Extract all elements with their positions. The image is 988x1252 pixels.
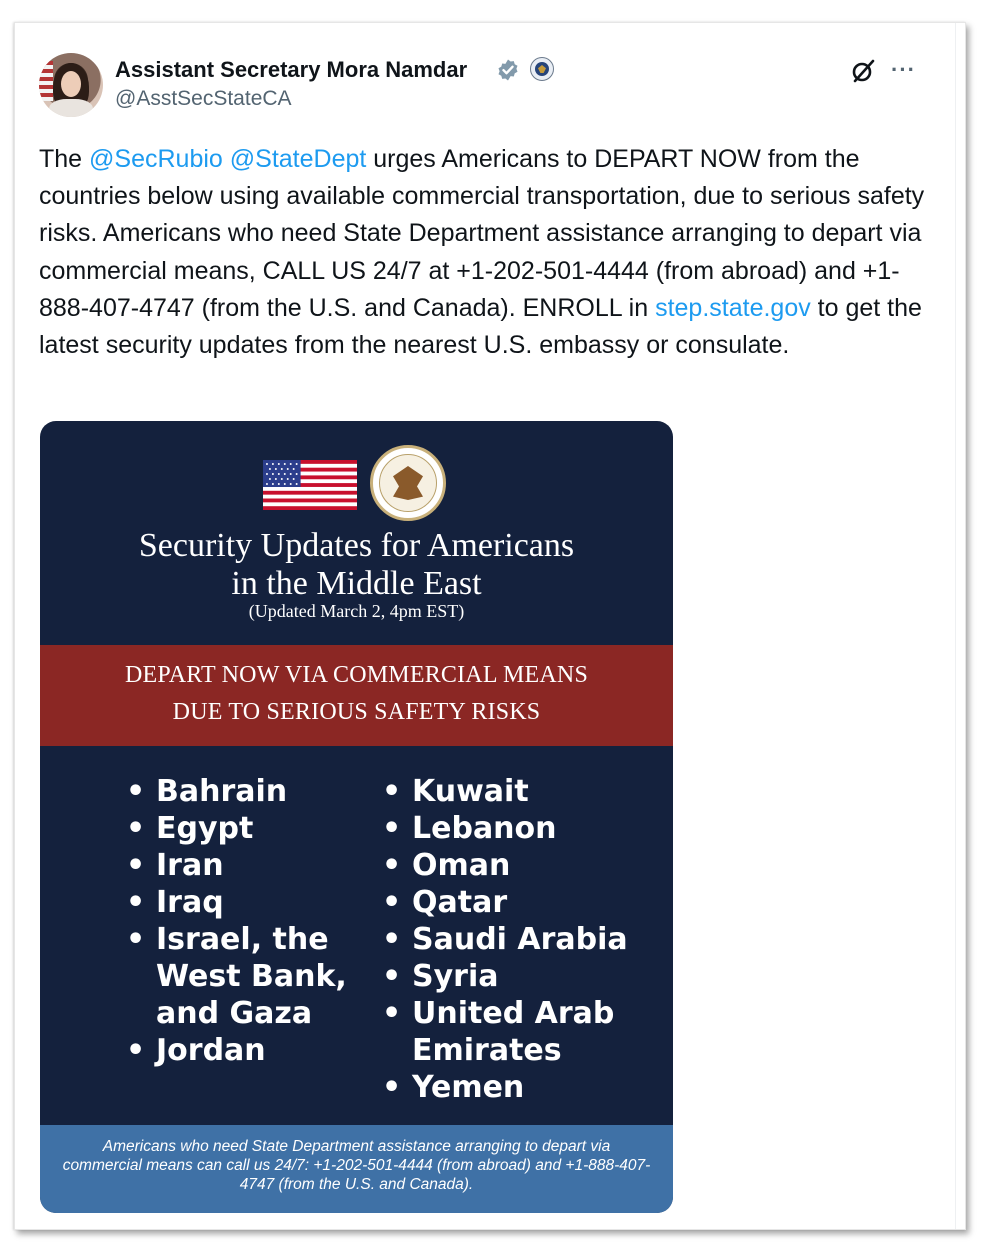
seal-shield-icon: [402, 476, 414, 490]
avatar-flag: [39, 61, 53, 101]
country-item: • Yemen: [382, 1069, 642, 1106]
more-options-icon[interactable]: ···: [891, 57, 916, 82]
country-item: • Iran: [126, 847, 376, 884]
media-title: [40, 527, 673, 603]
us-flag-icon: [263, 460, 357, 510]
country-item: • Lebanon: [382, 810, 642, 847]
country-item: • Saudi Arabia: [382, 921, 642, 958]
country-item: • Bahrain: [126, 773, 376, 810]
media-title-line: in the Middle East: [231, 565, 482, 602]
country-list-right: [382, 773, 642, 1106]
divider: [955, 23, 956, 1229]
tweet-text-segment: [223, 145, 230, 173]
tweet-card: [14, 22, 966, 1230]
mention-secrubio-link[interactable]: @SecRubio: [89, 145, 223, 173]
country-item: • Syria: [382, 958, 642, 995]
mention-statedept-link[interactable]: @StateDept: [229, 145, 367, 173]
banner-line: DEPART NOW VIA COMMERCIAL MEANS: [124, 662, 589, 688]
step-state-gov-link[interactable]: step.state.gov: [655, 293, 811, 322]
tweet-text-segment: urges Americans to DEPART NOW from the countries below using available commercial transportation, due to serious safety risks. Americans who need State Department assistance arranging to depart via commercial means, CALL US 24/7 at +1-202-501-4444 (from abroad) and +1-888-407-4747 (from the U.S. and Canada). ENROLL in: [39, 145, 925, 322]
avatar-face: [61, 71, 81, 97]
media-footer: [40, 1125, 673, 1213]
country-item: • Egypt: [126, 810, 376, 847]
media-footer-text: Americans who need State Department assistance arranging to depart via commercial means can call us 24/7: +1-202-501-4444 (from abroad) and +1-888-407-4747 (from the U.S. and Canada).: [62, 1138, 651, 1193]
verified-badge-icon[interactable]: [496, 58, 520, 82]
media-title-line: Security Updates for Americans: [138, 527, 575, 564]
state-department-seal-icon[interactable]: [530, 57, 554, 81]
tweet-text-segment: The: [39, 145, 90, 173]
author-handle[interactable]: @AsstSecStateCA: [115, 87, 292, 110]
author-display-name[interactable]: Assistant Secretary Mora Namdar: [115, 57, 468, 82]
avatar-shirt: [49, 99, 93, 117]
depart-now-banner: [40, 645, 673, 746]
country-item: • Iraq: [126, 884, 376, 921]
tweet-media-image[interactable]: [40, 421, 673, 1213]
grok-icon[interactable]: [849, 57, 877, 85]
department-of-state-seal-icon: [370, 445, 446, 521]
country-item: • United Arab Emirates: [382, 995, 642, 1069]
tweet-text: [39, 141, 927, 364]
media-updated-date: (Updated March 2, 4pm EST): [248, 601, 465, 621]
country-list-left: [126, 773, 376, 1069]
banner-line: DUE TO SERIOUS SAFETY RISKS: [172, 699, 541, 725]
country-item: • Kuwait: [382, 773, 642, 810]
avatar[interactable]: [39, 53, 103, 117]
country-item: • Oman: [382, 847, 642, 884]
country-item: • Qatar: [382, 884, 642, 921]
country-item: • Israel, the West Bank, and Gaza: [126, 921, 376, 1032]
country-item: • Jordan: [126, 1032, 376, 1069]
tweet-text-segment: to get the latest security updates from the nearest U.S. embassy or consulate.: [39, 293, 922, 360]
